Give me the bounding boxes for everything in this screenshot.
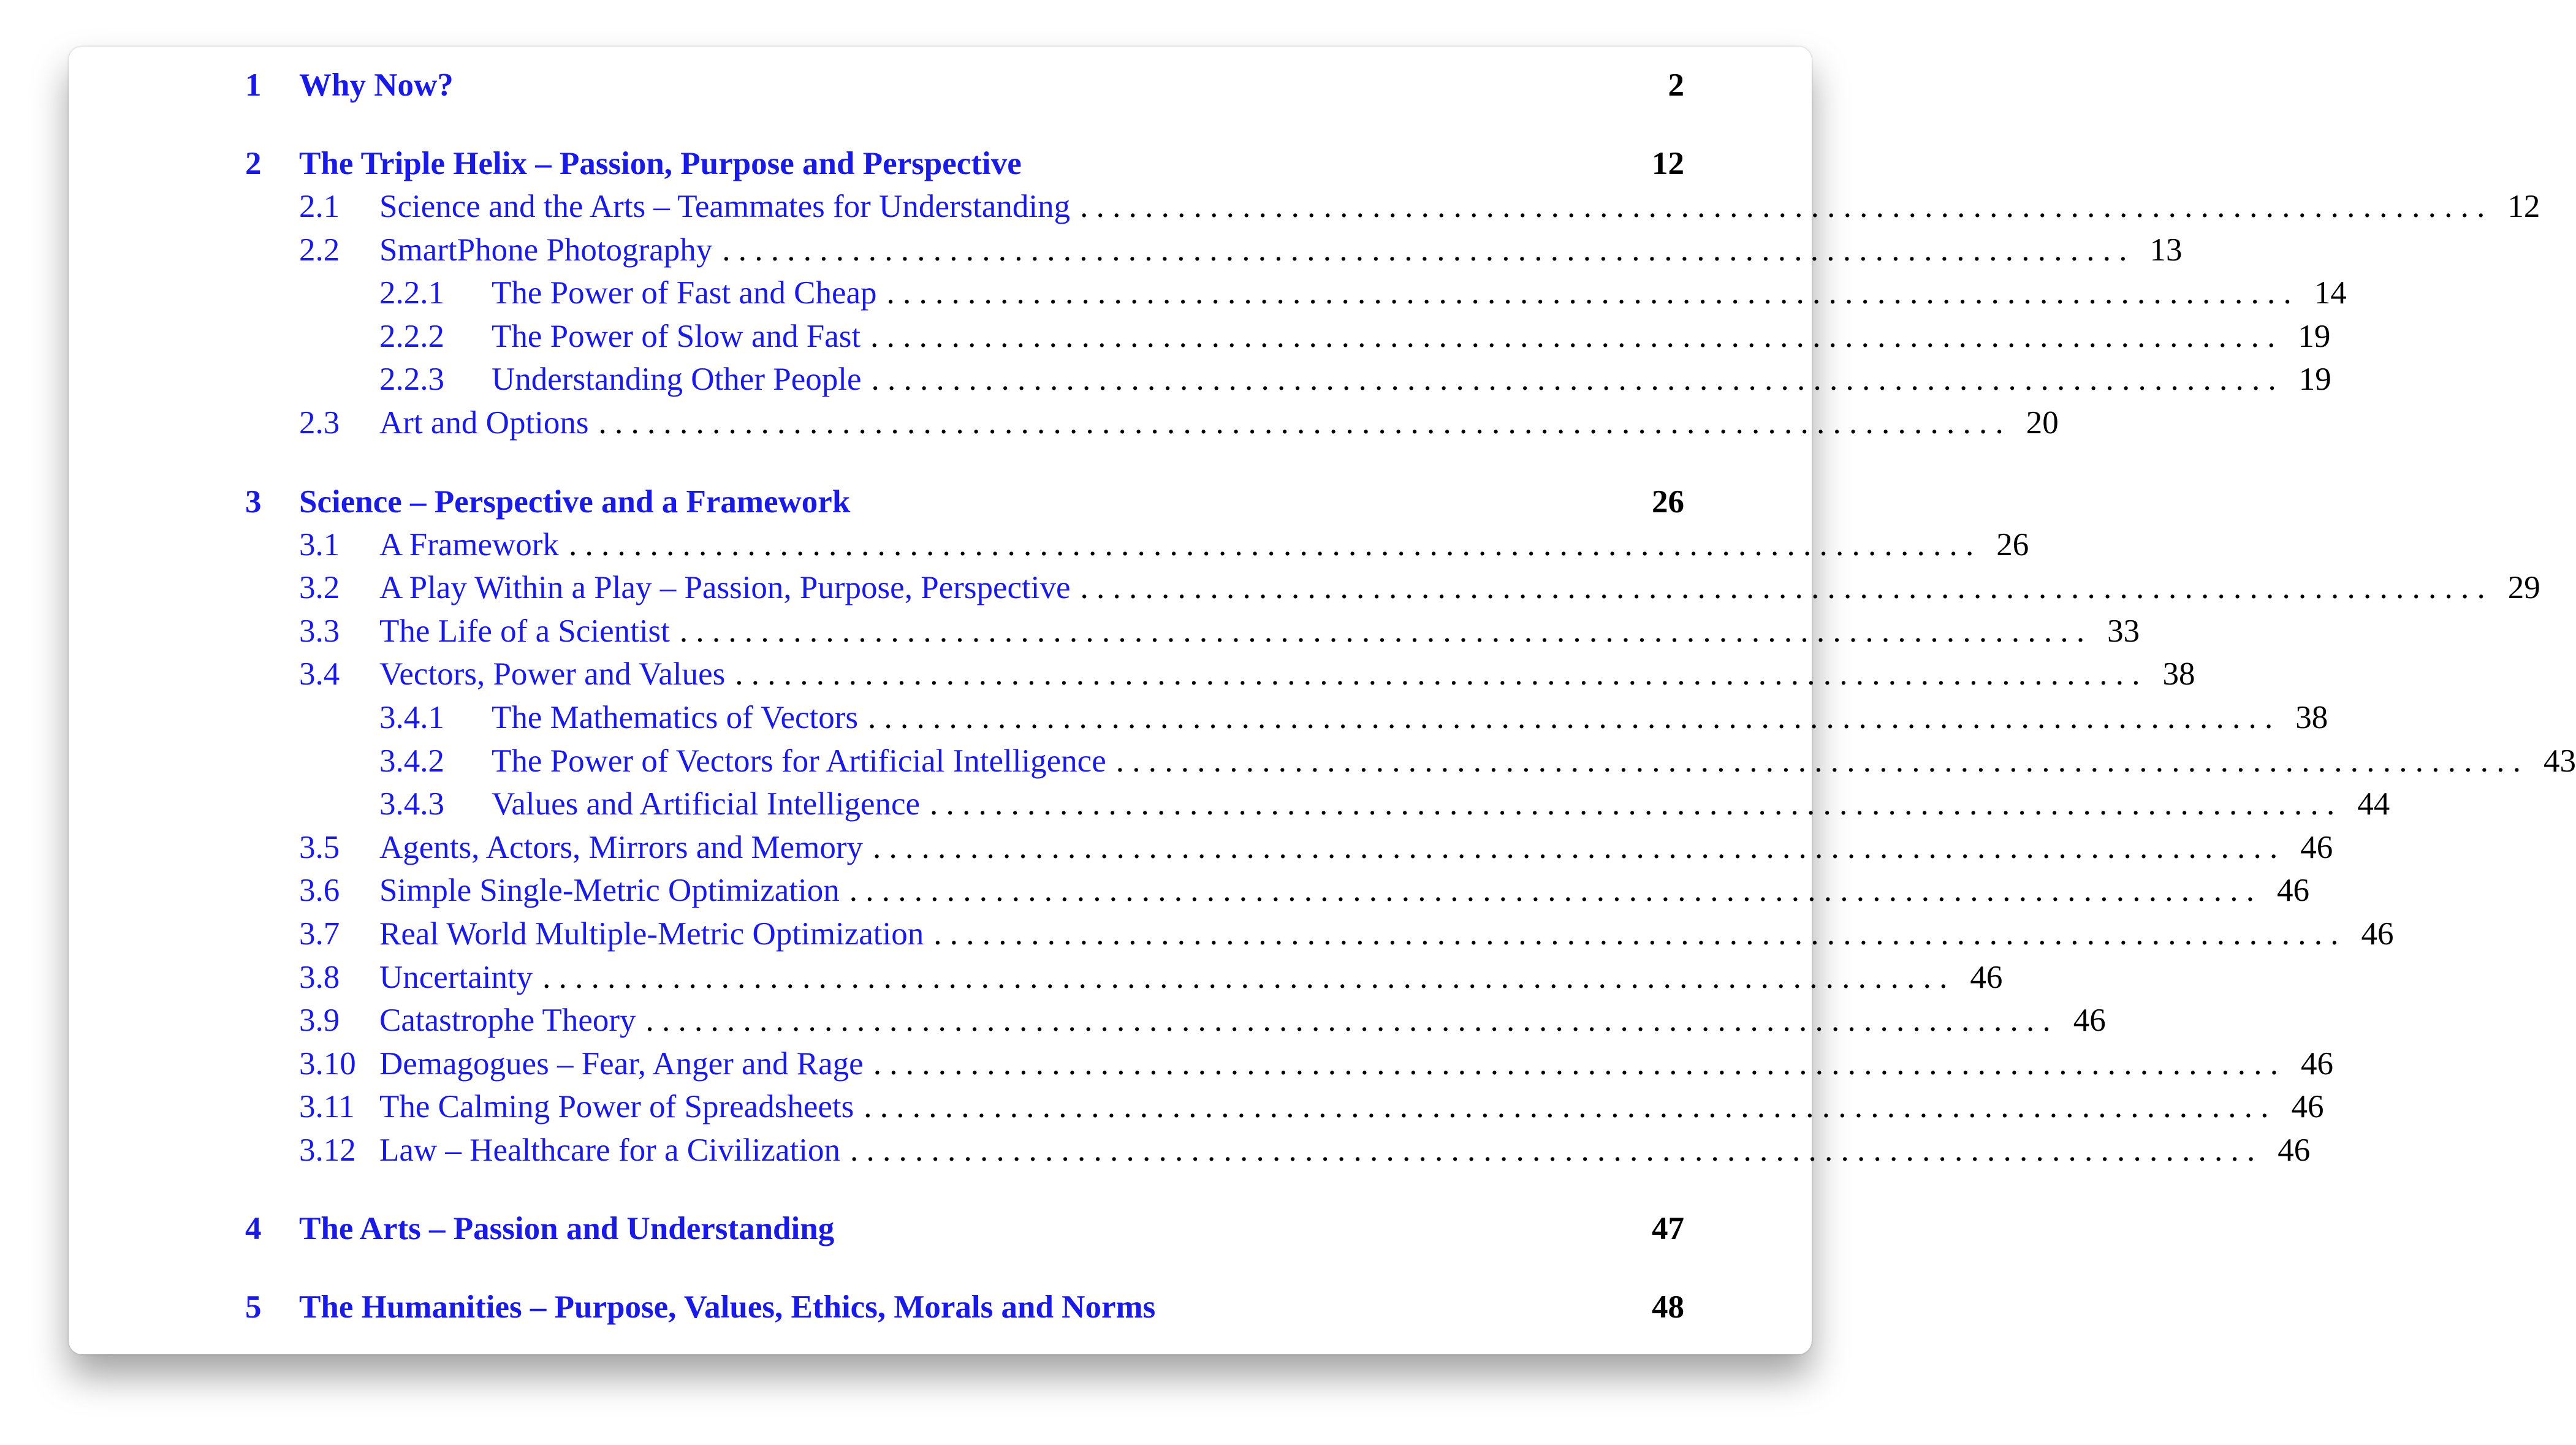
- toc-entry-number: 3.5: [299, 829, 340, 865]
- toc-entry-page: 26: [1996, 526, 2029, 563]
- toc-section-2-2[interactable]: [245, 229, 2183, 272]
- toc-section-3-10[interactable]: [245, 1042, 2333, 1086]
- toc-subsection-2-2-2[interactable]: [245, 315, 2331, 358]
- toc-entry-page: 12: [1652, 146, 1684, 181]
- toc-entry-number: 3.4: [299, 656, 340, 692]
- toc-section-2-1[interactable]: [245, 185, 2540, 229]
- toc-entry-number: 3.7: [299, 916, 340, 952]
- toc-entry-page: 46: [2291, 1089, 2324, 1125]
- dot-leader: . . . . . . . . . . . . . . . . . . . . . . . . . . . . . . . . . . . . . . . . . . . . . . . . . . . . . . . . . . . . . . . . . . . . . . . . . . . . . . . . . . . . . . .: [568, 526, 1974, 563]
- dot-leader: . . . . . . . . . . . . . . . . . . . . . . . . . . . . . . . . . . . . . . . . . . . . . . . . . . . . . . . . . . . . . . . . . . . . . . . . . . . . . . . . . . . . . . .: [1115, 743, 2521, 779]
- toc-entry-page: 46: [2361, 916, 2394, 952]
- table-of-contents: [245, 64, 2576, 1329]
- dot-leader: . . . . . . . . . . . . . . . . . . . . . . . . . . . . . . . . . . . . . . . . . . . . . . . . . . . . . . . . . . . . . . . . . . . . . . . . . . . . . . . . . . . . . . .: [1080, 189, 2485, 224]
- toc-entry-title: The Calming Power of Spreadsheets: [379, 1089, 854, 1125]
- toc-entry-page: 38: [2162, 656, 2195, 692]
- toc-section-3-9[interactable]: [245, 999, 2106, 1042]
- toc-entry-title: Values and Artificial Intelligence: [492, 786, 921, 822]
- toc-entry-number: 3: [245, 484, 262, 520]
- toc-entry-page: 20: [2026, 404, 2059, 441]
- toc-entry-title: Science – Perspective and a Framework: [299, 484, 851, 520]
- toc-section-3-8[interactable]: [245, 956, 2003, 999]
- dot-leader: . . . . . . . . . . . . . . . . . . . . . . . . . . . . . . . . . . . . . . . . . . . . . . . . . . . . . . . . . . . . . . . . . . . . . . . . . . . . . . . . . . . . . . .: [870, 318, 2276, 354]
- dot-leader: . . . . . . . . . . . . . . . . . . . . . . . . . . . . . . . . . . . . . . . . . . . . . . . . . . . . . . . . . . . . . . . . . . . . . . . . . . . . . . . . . . . . . . .: [850, 1132, 2255, 1168]
- toc-section-3-7[interactable]: [245, 912, 2394, 956]
- toc-entry-title: The Mathematics of Vectors: [492, 699, 859, 735]
- toc-entry-page: 33: [2107, 613, 2140, 649]
- toc-entry-title: SmartPhone Photography: [379, 232, 713, 268]
- toc-entry-number: 3.9: [299, 1003, 340, 1039]
- toc-entry-title: The Power of Slow and Fast: [492, 318, 861, 354]
- toc-entry-page: 13: [2149, 232, 2183, 268]
- toc-entry-title: Agents, Actors, Mirrors and Memory: [379, 829, 863, 865]
- toc-entry-title: The Life of a Scientist: [379, 613, 670, 649]
- toc-entry-title: Understanding Other People: [492, 362, 862, 398]
- dot-leader: . . . . . . . . . . . . . . . . . . . . . . . . . . . . . . . . . . . . . . . . . . . . . . . . . . . . . . . . . . . . . . . . . . . . . . . . . . . . . . . . . . . . . . .: [930, 786, 2335, 822]
- toc-entry-title: Simple Single-Metric Optimization: [379, 873, 840, 909]
- toc-entry-number: 4: [245, 1211, 262, 1247]
- toc-entry-number: 3.4.1: [379, 699, 444, 735]
- toc-chapter-3[interactable]: [245, 480, 1684, 523]
- toc-entry-page: 19: [2298, 318, 2331, 354]
- toc-entry-page: 12: [2507, 189, 2540, 224]
- toc-entry-title: Catastrophe Theory: [379, 1003, 636, 1039]
- toc-entry-title: Why Now?: [299, 67, 454, 103]
- toc-entry-number: 3.11: [299, 1089, 355, 1125]
- toc-entry-title: The Arts – Passion and Understanding: [299, 1211, 835, 1247]
- dot-leader: . . . . . . . . . . . . . . . . . . . . . . . . . . . . . . . . . . . . . . . . . . . . . . . . . . . . . . . . . . . . . . . . . . . . . . . . . . . . . . . . . . . . . . .: [886, 275, 2292, 311]
- toc-entry-number: 3.3: [299, 613, 340, 649]
- toc-subsection-3-4-2[interactable]: [245, 740, 2576, 783]
- toc-section-2-3[interactable]: [245, 401, 2059, 445]
- dot-leader: . . . . . . . . . . . . . . . . . . . . . . . . . . . . . . . . . . . . . . . . . . . . . . . . . . . . . . . . . . . . . . . . . . . . . . . . . . . . . . . . . . . . . . .: [722, 232, 2127, 268]
- toc-entry-title: Vectors, Power and Values: [379, 656, 726, 692]
- toc-entry-title: A Framework: [379, 526, 559, 563]
- toc-entry-number: 2.3: [299, 404, 340, 441]
- toc-section-3-3[interactable]: [245, 610, 2140, 653]
- dot-leader: . . . . . . . . . . . . . . . . . . . . . . . . . . . . . . . . . . . . . . . . . . . . . . . . . . . . . . . . . . . . . . . . . . . . . . . . . . . . . . . . . . . . . . .: [873, 1045, 2278, 1082]
- dot-leader: . . . . . . . . . . . . . . . . . . . . . . . . . . . . . . . . . . . . . . . . . . . . . . . . . . . . . . . . . . . . . . . . . . . . . . . . . . . . . . . . . . . . . . .: [735, 656, 2140, 692]
- toc-entry-title: Real World Multiple-Metric Optimization: [379, 916, 924, 952]
- dot-leader: . . . . . . . . . . . . . . . . . . . . . . . . . . . . . . . . . . . . . . . . . . . . . . . . . . . . . . . . . . . . . . . . . . . . . . . . . . . . . . . . . . . . . . .: [873, 829, 2278, 865]
- toc-entry-page: 46: [2300, 1045, 2333, 1082]
- dot-leader: . . . . . . . . . . . . . . . . . . . . . . . . . . . . . . . . . . . . . . . . . . . . . . . . . . . . . . . . . . . . . . . . . . . . . . . . . . . . . . . . . . . . . . .: [933, 916, 2339, 952]
- toc-entry-number: 3.4.3: [379, 786, 444, 822]
- toc-entry-page: 29: [2507, 570, 2540, 606]
- toc-entry-title: The Power of Fast and Cheap: [492, 275, 877, 311]
- toc-entry-number: 3.12: [299, 1132, 356, 1168]
- toc-entry-title: Uncertainty: [379, 959, 533, 995]
- toc-section-3-2[interactable]: [245, 566, 2540, 610]
- toc-entry-number: 2.2.3: [379, 362, 444, 398]
- toc-entry-page: 38: [2295, 699, 2328, 735]
- toc-entry-number: 2.2: [299, 232, 340, 268]
- toc-entry-page: 19: [2298, 362, 2331, 398]
- toc-subsection-2-2-3[interactable]: [245, 358, 2331, 401]
- toc-entry-page: 46: [1970, 959, 2003, 995]
- toc-chapter-2[interactable]: [245, 142, 1684, 185]
- toc-entry-number: 3.10: [299, 1045, 356, 1082]
- toc-entry-title: Science and the Arts – Teammates for Understanding: [379, 189, 1071, 224]
- toc-entry-title: The Triple Helix – Passion, Purpose and Perspective: [299, 146, 1022, 181]
- toc-entry-number: 2.2.2: [379, 318, 444, 354]
- toc-entry-number: 3.4.2: [379, 743, 444, 779]
- toc-section-3-4[interactable]: [245, 653, 2195, 696]
- dot-leader: . . . . . . . . . . . . . . . . . . . . . . . . . . . . . . . . . . . . . . . . . . . . . . . . . . . . . . . . . . . . . . . . . . . . . . . . . . . . . . . . . . . . . . .: [868, 699, 2273, 735]
- document-window: [69, 47, 2576, 1354]
- dot-leader: . . . . . . . . . . . . . . . . . . . . . . . . . . . . . . . . . . . . . . . . . . . . . . . . . . . . . . . . . . . . . . . . . . . . . . . . . . . . . . . . . . . . . . .: [871, 362, 2276, 398]
- toc-section-3-6[interactable]: [245, 869, 2309, 912]
- toc-entry-page: 47: [1652, 1211, 1684, 1247]
- toc-entry-number: 5: [245, 1289, 262, 1326]
- dot-leader: . . . . . . . . . . . . . . . . . . . . . . . . . . . . . . . . . . . . . . . . . . . . . . . . . . . . . . . . . . . . . . . . . . . . . . . . . . . . . . . . . . . . . . .: [679, 613, 2085, 649]
- toc-section-3-1[interactable]: [245, 523, 2029, 567]
- dot-leader: . . . . . . . . . . . . . . . . . . . . . . . . . . . . . . . . . . . . . . . . . . . . . . . . . . . . . . . . . . . . . . . . . . . . . . . . . . . . . . . . . . . . . . .: [849, 873, 2254, 909]
- toc-entry-title: Demagogues – Fear, Anger and Rage: [379, 1045, 864, 1082]
- toc-subsection-3-4-1[interactable]: [245, 696, 2328, 740]
- toc-entry-page: 48: [1652, 1289, 1684, 1326]
- toc-entry-number: 3.6: [299, 873, 340, 909]
- toc-chapter-5[interactable]: [245, 1286, 1684, 1329]
- toc-subsection-2-2-1[interactable]: [245, 271, 2347, 315]
- toc-entry-page: 46: [2276, 873, 2309, 909]
- toc-entry-title: A Play Within a Play – Passion, Purpose, Perspective: [379, 570, 1071, 606]
- toc-entry-number: 2.1: [299, 189, 340, 224]
- dot-leader: . . . . . . . . . . . . . . . . . . . . . . . . . . . . . . . . . . . . . . . . . . . . . . . . . . . . . . . . . . . . . . . . . . . . . . . . . . . . . . . . . . . . . . .: [864, 1089, 2269, 1125]
- dot-leader: . . . . . . . . . . . . . . . . . . . . . . . . . . . . . . . . . . . . . . . . . . . . . . . . . . . . . . . . . . . . . . . . . . . . . . . . . . . . . . . . . . . . . . .: [542, 959, 1948, 995]
- toc-entry-title: Art and Options: [379, 404, 589, 441]
- toc-entry-title: The Power of Vectors for Artificial Intelligence: [492, 743, 1106, 779]
- toc-entry-number: 2: [245, 146, 262, 181]
- toc-entry-number: 3.1: [299, 526, 340, 563]
- toc-section-3-5[interactable]: [245, 826, 2333, 870]
- toc-entry-page: 14: [2314, 275, 2347, 311]
- toc-section-3-12[interactable]: [245, 1129, 2311, 1172]
- dot-leader: . . . . . . . . . . . . . . . . . . . . . . . . . . . . . . . . . . . . . . . . . . . . . . . . . . . . . . . . . . . . . . . . . . . . . . . . . . . . . . . . . . . . . . .: [1080, 570, 2485, 606]
- toc-entry-number: 3.2: [299, 570, 340, 606]
- dot-leader: . . . . . . . . . . . . . . . . . . . . . . . . . . . . . . . . . . . . . . . . . . . . . . . . . . . . . . . . . . . . . . . . . . . . . . . . . . . . . . . . . . . . . . .: [598, 404, 2004, 441]
- toc-entry-number: 2.2.1: [379, 275, 444, 311]
- toc-entry-title: The Humanities – Purpose, Values, Ethics, Morals and Norms: [299, 1289, 1156, 1326]
- toc-entry-number: 3.8: [299, 959, 340, 995]
- toc-entry-page: 46: [2073, 1003, 2106, 1039]
- toc-entry-page: 46: [2278, 1132, 2311, 1168]
- toc-entry-page: 44: [2357, 786, 2390, 822]
- toc-subsection-3-4-3[interactable]: [245, 783, 2390, 826]
- toc-chapter-4[interactable]: [245, 1207, 1684, 1250]
- toc-chapter-1[interactable]: [245, 64, 1684, 107]
- toc-entry-page: 46: [2300, 829, 2333, 865]
- dot-leader: . . . . . . . . . . . . . . . . . . . . . . . . . . . . . . . . . . . . . . . . . . . . . . . . . . . . . . . . . . . . . . . . . . . . . . . . . . . . . . . . . . . . . . .: [645, 1003, 2051, 1039]
- toc-entry-page: 43: [2543, 743, 2576, 779]
- toc-entry-title: Law – Healthcare for a Civilization: [379, 1132, 840, 1168]
- toc-section-3-11[interactable]: [245, 1085, 2324, 1129]
- toc-entry-page: 26: [1652, 484, 1684, 520]
- toc-entry-number: 1: [245, 67, 262, 103]
- toc-entry-page: 2: [1668, 67, 1684, 103]
